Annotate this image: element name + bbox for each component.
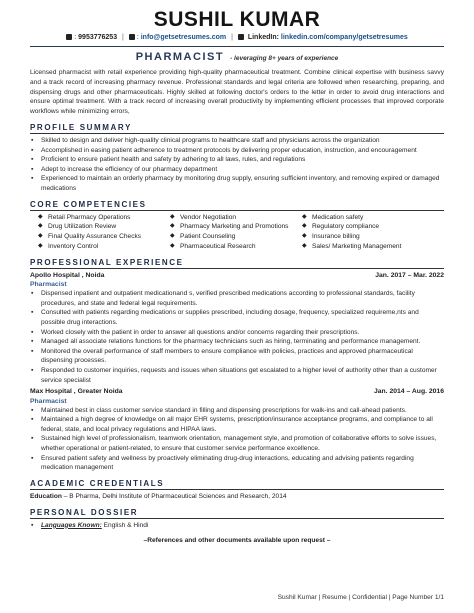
- profile-summary-section: [30, 122, 444, 194]
- references-note: –References and other documents available upon request –: [143, 537, 331, 545]
- linkedin-icon: [238, 34, 244, 40]
- list-item: ▪ Sustained high level of professionalism, teamwork orientation, management style, and promotion of collaborative efforts to solve issues, whether operational or patient-related, to ensure that customer service performance excellence.: [30, 434, 444, 453]
- list-item: ▪ Ensured patient safety and wellness by proactively eliminating drug-drug interactions, educating and advising patients regarding medication management: [30, 454, 444, 473]
- job-header: [30, 271, 444, 281]
- core-competencies-section: [30, 199, 444, 252]
- competency-item: ◆ Insurance billing: [302, 232, 422, 242]
- personal-dossier-section: [30, 507, 444, 531]
- company-name: Max Hospital , Greater Noida: [30, 388, 123, 396]
- education-text: – B Pharma, Delhi Institute of Pharmaceutical Sciences and Research, 2014: [63, 492, 287, 500]
- phone-number: 9953776253: [78, 34, 118, 41]
- section-heading: PERSONAL DOSSIER: [30, 507, 444, 519]
- list-item: ▪ Skilled to design and deliver high-quality clinical programs to healthcare staff and physicians across the organization: [30, 136, 444, 146]
- list-item: ▪ Proficient to ensure patient health and safety by adhering to all laws, rules, and regulations: [30, 155, 444, 165]
- section-heading: PROFESSIONAL EXPERIENCE: [30, 257, 444, 269]
- contact-separator: |: [231, 34, 233, 41]
- competency-item: ◆ Retail Pharmacy Operations: [38, 213, 170, 223]
- academic-credentials-section: [30, 478, 444, 502]
- competency-item: ◆ Final Quality Assurance Checks: [38, 232, 170, 242]
- linkedin-label: LinkedIn:: [247, 34, 279, 41]
- phone-icon: [66, 34, 72, 40]
- candidate-name: SUSHIL KUMAR: [153, 8, 321, 31]
- job-title-row: [30, 51, 444, 67]
- email-label: :: [136, 34, 139, 41]
- job-role: Pharmacist: [30, 281, 67, 289]
- job-tagline: - leveraging 8+ years of experience: [230, 55, 339, 62]
- job-dates: Jan. 2017 – Mar. 2022: [375, 271, 444, 279]
- linkedin-link[interactable]: linkedin.com/company/getsetresumes: [280, 34, 408, 41]
- job-title: PHARMACIST: [135, 51, 225, 63]
- professional-experience-section: [30, 257, 444, 473]
- header-divider: [30, 46, 444, 47]
- section-heading: ACADEMIC CREDENTIALS: [30, 478, 444, 490]
- job-dates: Jan. 2014 – Aug. 2016: [373, 388, 444, 396]
- list-item: ▪ Responded to customer inquiries, requests and issues when situations get escalated to a higher level of authority other than a customer service specialist: [30, 366, 444, 385]
- list-item: ▪ Managed all associate relations functions for the pharmacy technicians such as hiring, terminating and performance management.: [30, 337, 444, 347]
- contact-line: [30, 33, 444, 43]
- competency-item: ◆ Vendor Negotiation: [170, 213, 302, 223]
- list-item: ▪ Accomplished in easing patient adherence to treatment protocols by delivering proper education, instruction, and encouragement: [30, 146, 444, 156]
- list-item: ▪ Dispensed inpatient and outpatient medicationand s, verified prescribed medications according to professional standards, facility procedures, and state and federal legal requirements.: [30, 289, 444, 308]
- email-link[interactable]: info@getsetresumes.com: [140, 34, 227, 41]
- competency-item: ◆ Regulatory compliance: [302, 222, 422, 232]
- list-item: ▪ Maintained best in class customer service standard in filling and dispensing prescriptions for walk-ins and call-ahead patients.: [30, 406, 444, 416]
- education-label: Education: [30, 492, 62, 500]
- competency-item: ◆ Inventory Control: [38, 242, 170, 252]
- competency-item: ◆ Patient Counseling: [170, 232, 302, 242]
- list-item: ▪ Consulted with patients regarding medications or supplies prescribed, including dosage, frequency, specialized requireme,nts and possible drug interactions.: [30, 308, 444, 327]
- list-item: ▪ Maintained a high degree of knowledge on all major EHR systems, prescription/insurance acceptance programs, and compliance to all federal, state, and local privacy regulations and HIPAA laws.: [30, 415, 444, 434]
- list-item: ▪ Experienced to maintain an orderly pharmacy by monitoring drug supply, ensuring sufficient inventory, and removing expired or damaged medications: [30, 174, 444, 193]
- languages-label: Languages Known:: [41, 521, 102, 529]
- section-heading: CORE COMPETENCIES: [30, 199, 444, 211]
- languages-value: English & Hindi: [103, 521, 149, 529]
- summary-paragraph: Licensed pharmacist with retail experience providing high-quality pharmaceutical treatment. Combine clinical expertise with business savvy and a track record of increasing pharmacy revenue. Professional standards and legal criteria are followed when researching, preparing, and dispensing drugs and other pharmaceuticals. Highly skilled at following doctor's orders to the letter in order to avoid drug interactions and ensure optimal treatment. With a track record of increasing overall productivity by implementing efficient processes that improved corporate workflows while minimizing errors,: [30, 69, 444, 116]
- list-item: ▪ Monitored the overall performance of staff members to ensure compliance with policies, practices and approved pharmaceutical dispensing processes.: [30, 347, 444, 366]
- competency-item: ◆ Drug Utilization Review: [38, 222, 170, 232]
- list-item: ▪ Adept to increase the efficiency of our pharmacy department: [30, 165, 444, 175]
- contact-separator: |: [122, 34, 124, 41]
- competency-item: ◆ Medication safety: [302, 213, 422, 223]
- languages-item: [30, 521, 444, 531]
- competency-item: ◆ Pharmaceutical Research: [170, 242, 302, 252]
- list-item: ▪ Worked closely with the patient in order to answer all questions and/or concerns regarding their prescriptions.: [30, 328, 444, 338]
- competency-grid: [30, 213, 444, 252]
- section-heading: PROFILE SUMMARY: [30, 122, 444, 134]
- competency-item: ◆ Pharmacy Marketing and Promotions: [170, 222, 302, 232]
- education-line: [30, 492, 444, 502]
- competency-item: ◆ Sales/ Marketing Management: [302, 242, 422, 252]
- job-header: [30, 387, 444, 397]
- phone-label: :: [74, 34, 77, 41]
- page-footer: Sushil Kumar | Resume | Confidential | Page Number 1/1: [277, 594, 444, 601]
- company-name: Apollo Hospital , Noida: [30, 271, 105, 279]
- email-icon: [129, 34, 135, 40]
- job-role: Pharmacist: [30, 397, 67, 405]
